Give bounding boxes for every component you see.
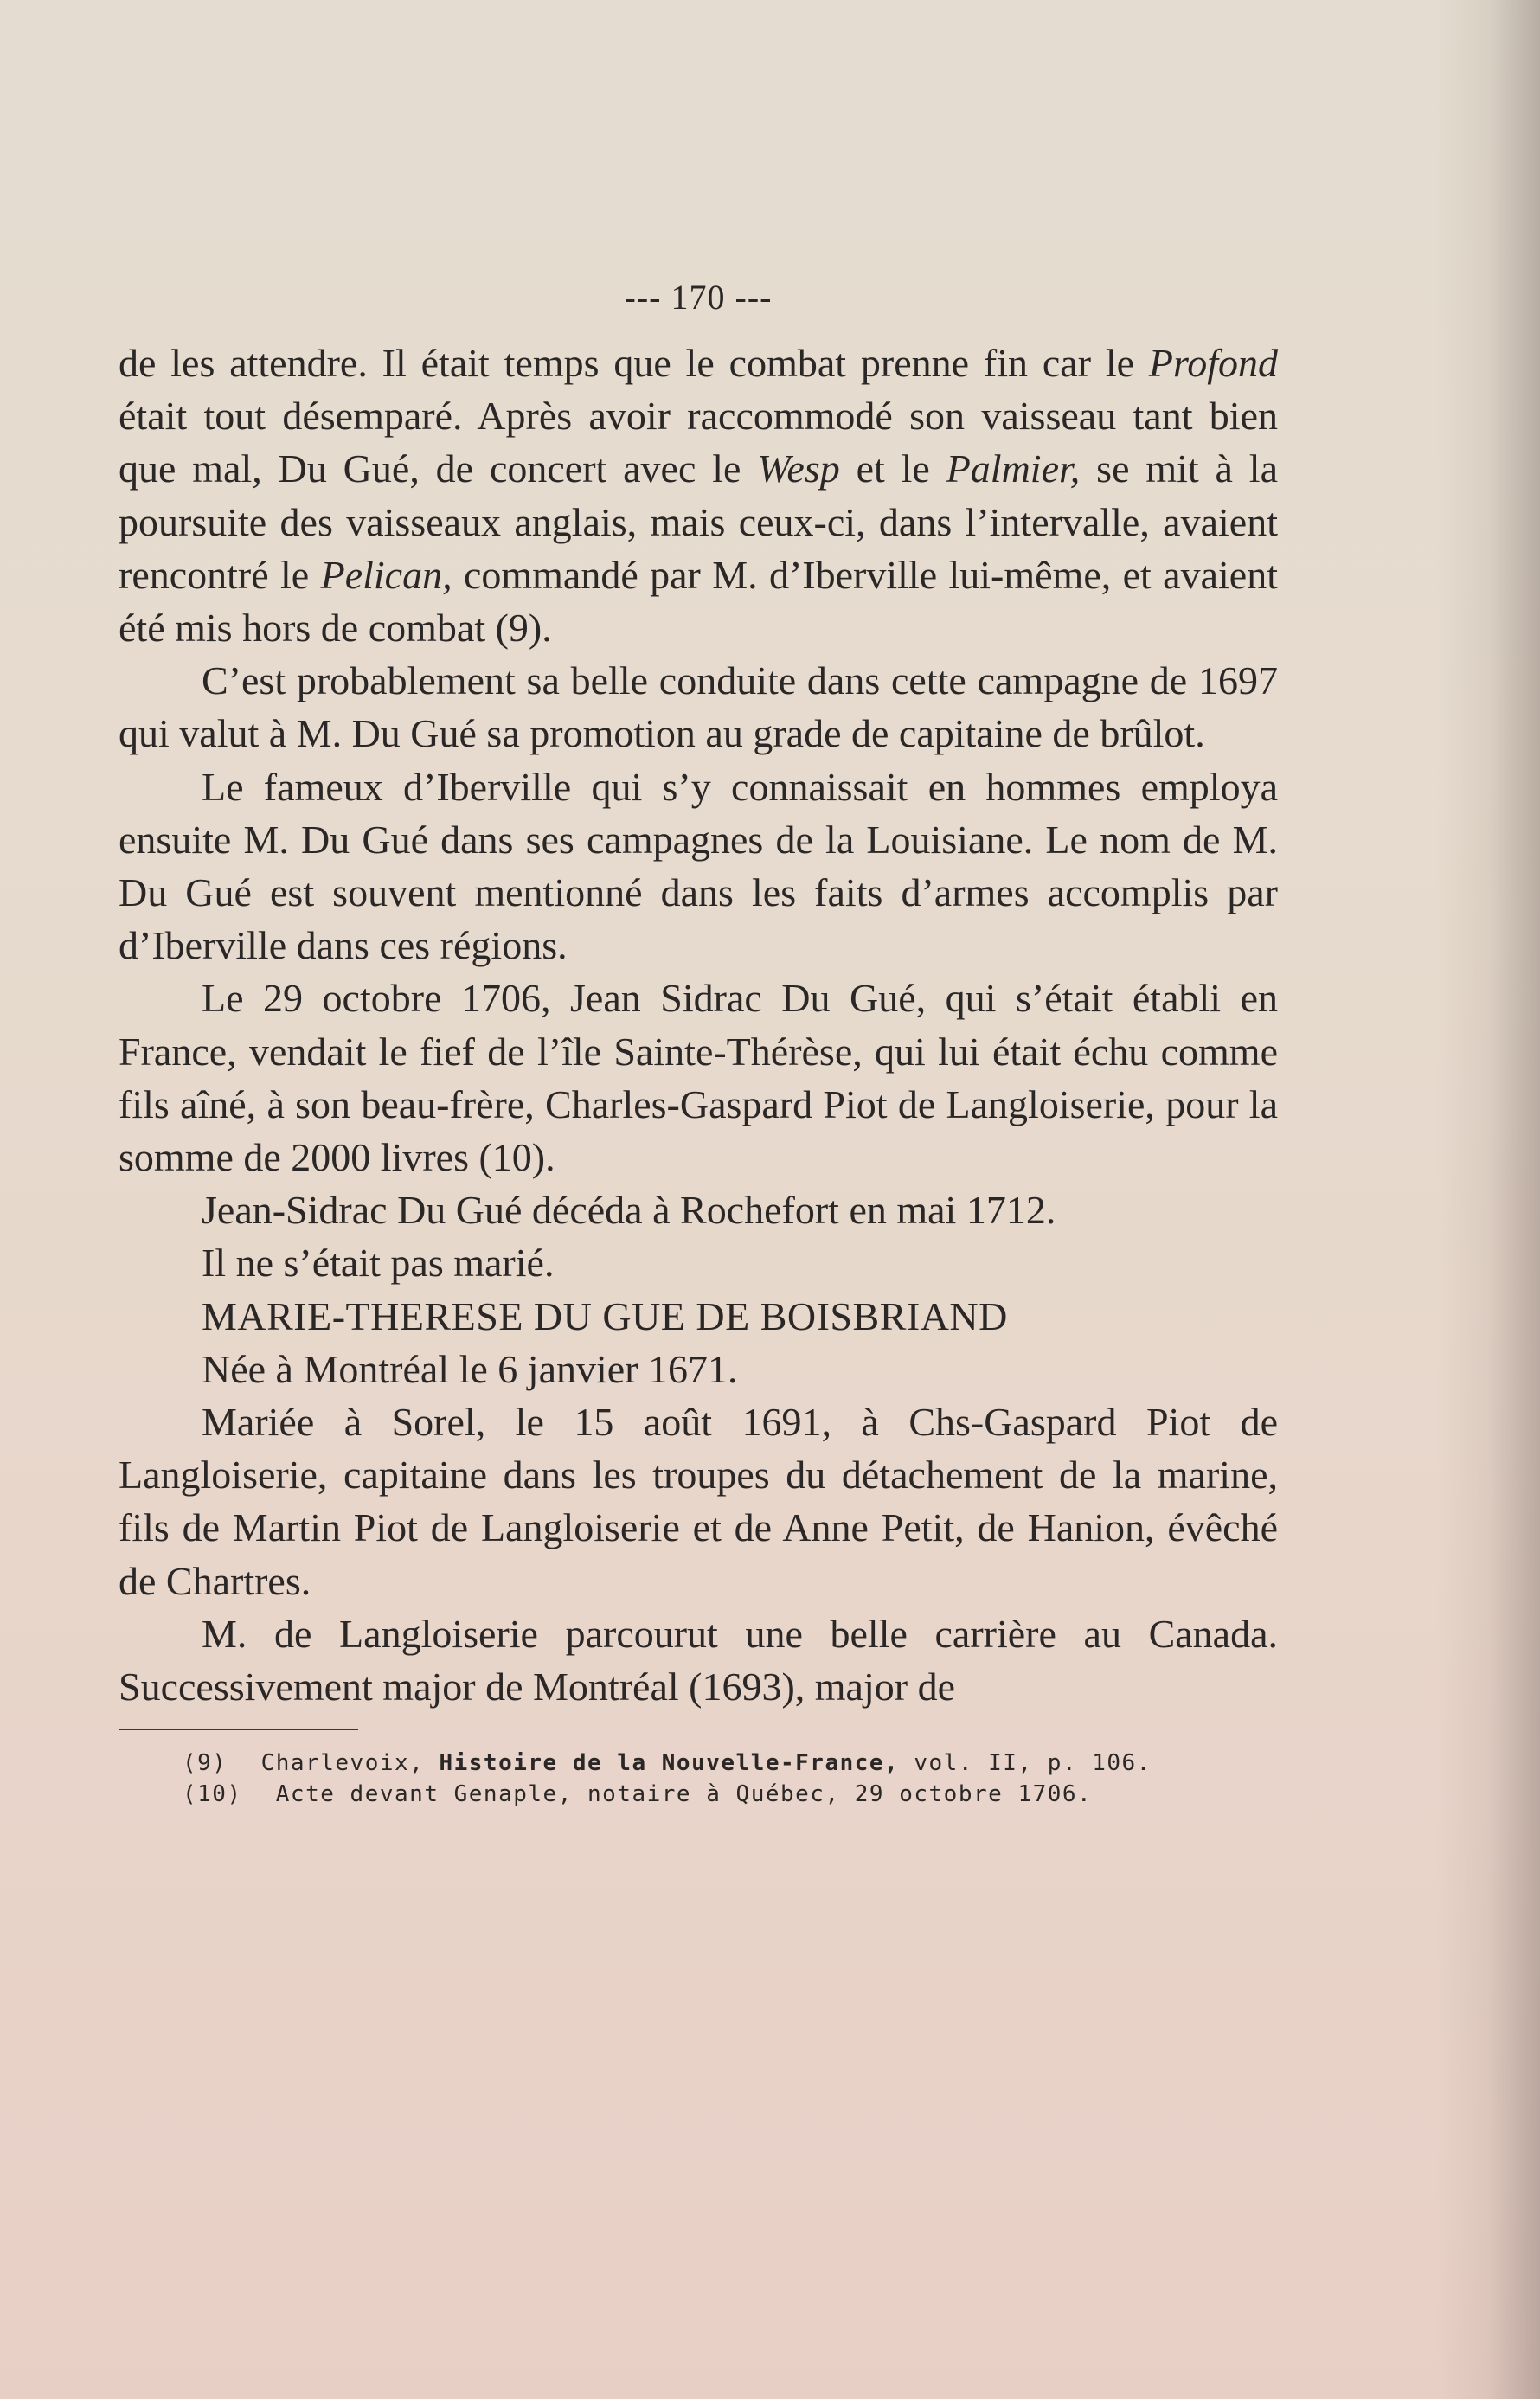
paragraph (119, 1395, 1278, 1607)
text-run: MARIE-THERESE DU GUE DE BOISBRIAND (202, 1293, 1008, 1338)
ship-name: Palmier, (946, 446, 1081, 491)
footnote-number: (9) (183, 1750, 242, 1777)
text-run: se mit à la poursuite des vaisseaux anglais, mais ceux-ci, dans l’intervalle, avaient rencontré le (119, 446, 1279, 597)
footnote-number: (10) (183, 1781, 257, 1808)
paragraph (119, 972, 1278, 1183)
text-run: Le fameux d’Iberville qui s’y connaissait en hommes employa ensuite M. Du Gué dans ses campagnes de la Louisiane. Le nom de M. Du Gué est souvent mentionné dans les faits d’armes accomplis par d’Iberville dans ces régions. (119, 764, 1278, 968)
text-run: et le (839, 446, 946, 491)
text-run: Jean-Sidrac Du Gué décéda à Rochefort en mai 1712. (202, 1188, 1056, 1233)
paragraph (119, 1183, 1278, 1236)
text-run: Mariée à Sorel, le 15 août 1691, à Chs-Gaspard Piot de Langloiserie, capitaine dans les troupes du détachement de la marine, fils de Martin Piot de Langloiserie et de Anne Petit, de Hanion, évêché de Chartres. (119, 1400, 1278, 1603)
paragraph (119, 654, 1278, 760)
paragraph (119, 1236, 1278, 1289)
text-run: Il ne s’était pas marié. (202, 1241, 555, 1286)
text-run: Née à Montréal le 6 janvier 1671. (202, 1346, 738, 1391)
footnote-author: Charlevoix, (260, 1750, 440, 1777)
footnotes (119, 1748, 1278, 1810)
text-run: de les attendre. Il était temps que le combat prenne fin car le (119, 341, 1149, 385)
paragraph (119, 1607, 1278, 1713)
footnote (183, 1748, 1278, 1779)
book-spine-shadow (1436, 0, 1540, 2399)
ship-name: Wesp (757, 446, 840, 491)
ship-name: Profond (1148, 341, 1278, 385)
footnote-reference: Acte devant Genaple, notaire à Québec, 29 octobre 1706. (275, 1781, 1093, 1808)
footnote-reference: vol. II, p. 106. (914, 1750, 1152, 1777)
page-number: --- 170 --- (624, 278, 773, 317)
text-run: M. de Langloiserie parcourut une belle carrière au Canada. Successivement major de Montréal (1693), major de (119, 1611, 1278, 1709)
text-run: était tout désemparé. Après avoir raccommodé son vaisseau tant bien que mal, Du Gué, de concert avec le (119, 394, 1278, 491)
ship-name: Pelican, (320, 552, 452, 597)
main-text (119, 337, 1278, 1713)
paragraph (119, 1343, 1278, 1395)
footnote-divider (119, 1729, 358, 1730)
paragraph (119, 760, 1278, 972)
section-heading (119, 1290, 1278, 1343)
text-run: C’est probablement sa belle conduite dans cette campagne de 1697 qui valut à M. Du Gué sa promotion au grade de capitaine de brûlot. (119, 658, 1278, 756)
paragraph (119, 337, 1278, 654)
footnote-work-title: Histoire de la Nouvelle-France, (439, 1750, 914, 1777)
page-body (119, 277, 1278, 1810)
footnote (183, 1779, 1278, 1810)
text-run: Le 29 octobre 1706, Jean Sidrac Du Gué, qui s’était établi en France, vendait le fief de l’île Sainte-Thérèse, qui lui était échu comme fils aîné, à son beau-frère, Charles-Gaspard Piot de Langloiserie, pour la somme de 2000 livres (10). (119, 976, 1278, 1180)
text-run: commandé par M. d’Iberville lui-même, et avaient été mis hors de combat (9). (119, 552, 1278, 651)
